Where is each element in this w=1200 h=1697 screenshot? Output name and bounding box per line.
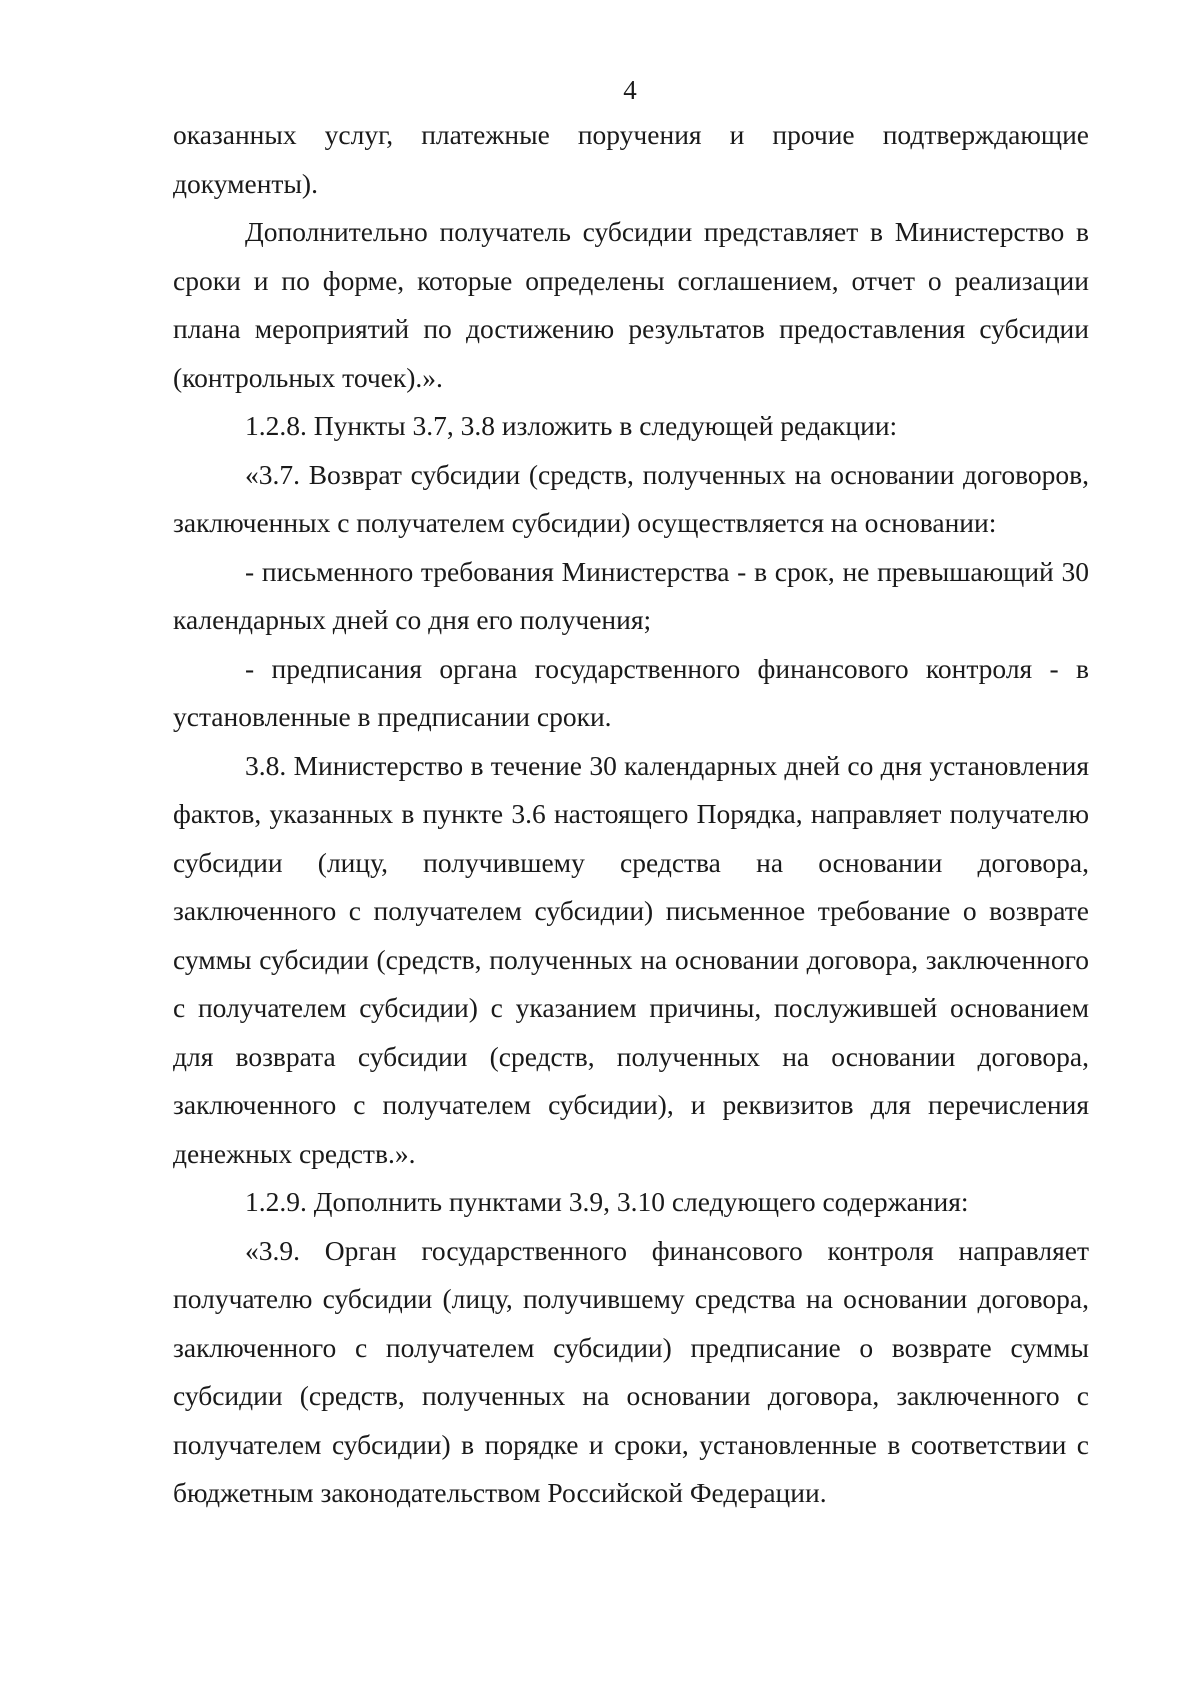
paragraph-clause-3-9: «3.9. Орган государственного финансового контроля направляет получателю субсидии (лицу, получившему средства на основании договора, заключенного с получателем субсидии) предписание о возврате суммы субсидии (средств, полученных на основании договора, заключенного с получателем субсидии) в порядке и сроки, установленные в соответствии с бюджетным законодательством Российской Федерации.: [173, 1234, 1089, 1508]
page-number: 4: [623, 75, 637, 105]
document-body: [173, 111, 1089, 1518]
paragraph-item-1-2-8: 1.2.8. Пункты 3.7, 3.8 изложить в следующей редакции:: [245, 410, 898, 441]
paragraph-report-requirement: Дополнительно получатель субсидии представляет в Министерство в сроки и по форме, которые определены соглашением, отчет о реализации плана мероприятий по достижению результатов предоставления субсидии (контрольных точек).».: [173, 216, 1089, 393]
paragraph-list-item-prescription: - предписания органа государственного финансового контроля - в установленные в предписании сроки.: [173, 652, 1089, 732]
paragraph-clause-3-8: 3.8. Министерство в течение 30 календарных дней со дня установления фактов, указанных в пункте 3.6 настоящего Порядка, направляет получателю субсидии (лицу, получившему средства на основании договора, заключенного с получателем субсидии) письменное требование о возврате суммы субсидии (средств, полученных на основании договора, заключенного с получателем субсидии) с указанием причины, послужившей основанием для возврата субсидии (средств, полученных на основании договора, заключенного с получателем субсидии), и реквизитов для перечисления денежных средств.».: [173, 749, 1089, 1169]
paragraph-clause-3-7: «3.7. Возврат субсидии (средств, полученных на основании договоров, заключенных с получателем субсидии) осуществляется на основании:: [173, 458, 1089, 538]
paragraph-list-item-written-requirement: - письменного требования Министерства - в срок, не превышающий 30 календарных дней со дня его получения;: [173, 555, 1089, 635]
paragraph-item-1-2-9: 1.2.9. Дополнить пунктами 3.9, 3.10 следующего содержания:: [245, 1186, 969, 1217]
paragraph-continuation: оказанных услуг, платежные поручения и прочие подтверждающие документы).: [173, 119, 1089, 199]
